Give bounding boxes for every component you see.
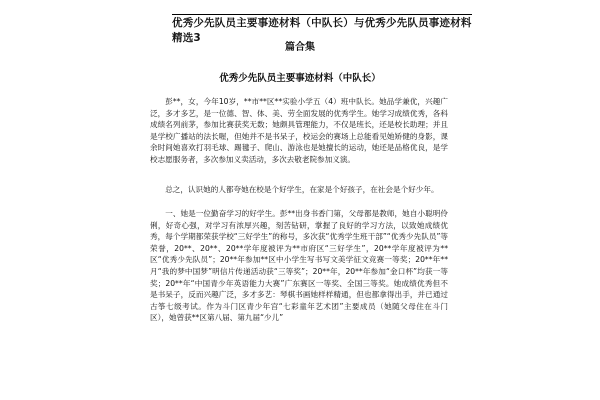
section-heading: 优秀少先队员主要事迹材料（中队长） xyxy=(219,73,381,84)
body-paragraph: 总之，认识她的人都夸她在校是个好学生，在家是个好孩子，在社会是个好少年。 xyxy=(165,185,439,194)
document-title: 优秀少先队员主要事迹材料（中队长）与优秀少先队员事迹材料精选3 xyxy=(172,14,472,46)
body-paragraph: 一、她是一位勤奋学习的好学生。彭**出身书香门第，父母都是教师，她自小聪明伶俐，好奇心强，对学习有浓厚兴趣，刻苦钻研，掌握了良好的学习方法，以致她成绩优秀，每个学期都荣获学校“三好学生”的称号，多次获“优秀学生班干部”“优秀少先队员”等荣誉，20**、20**、20**学年度被评为**市府区“三好学生”，20**学年度被评为**区“优秀少先队员”；20**年参加**区中小学生写书写文美学征文竞赛一等奖；20**年**月“我的梦中国梦”明信片传递活动获“三等奖”；20**年，20**年参加“金口杯”均获一等奖；20**年“中国青少年英语能力大赛”广东赛区一等奖、全国三等奖。她成绩优秀但不是书呆子，反而兴趣广泛，多才多艺：琴棋书画她样样精通，但也都拿得出手，并已通过古筝七级考试。作为斗门区青少年宫“七彩童年艺术团”主要成员（她随父母住在斗门区），她曾获**区第八届、第九届“少儿” xyxy=(150,209,448,323)
body-paragraph: 彭**，女，今年10岁，**市**区**实验小学五（4）班中队长。她品学兼优，兴趣广泛，多才多艺，是一位德、智、体、美、劳全面发展的优秀学生。她学习成绩优秀，各科成绩名列前茅，参加比赛获奖无数；她颇具管理能力，不仅是班长，还是校长助理；并且是学校广播站的法长喔，但她并不是书呆子，校运会的赛场上总能看见她矫健的身影，课余时间她喜欢打羽毛球、踢毽子、爬山、游泳也是她擅长的运动，她还是品格优良，是学校志愿服务者，多次参加义卖活动，多次去敬老院参加义演。 xyxy=(150,97,448,164)
document-subtitle: 篇合集 xyxy=(285,42,315,53)
